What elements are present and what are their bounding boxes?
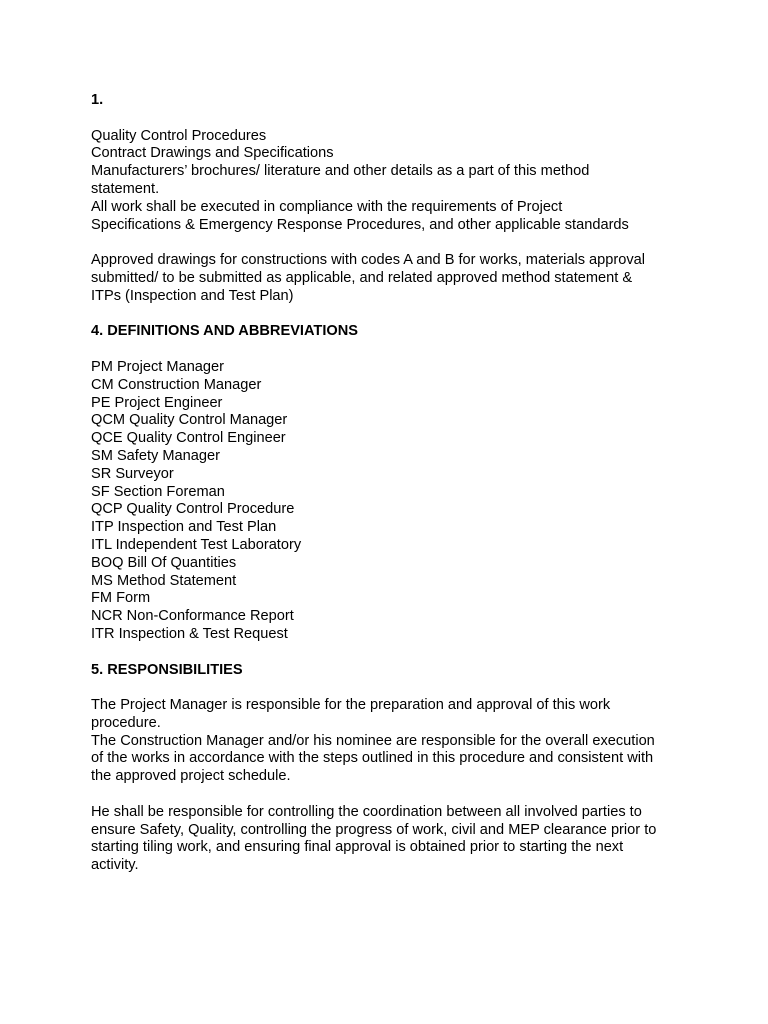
abbreviation-item: BOQ Bill Of Quantities (91, 554, 237, 571)
spacer (91, 644, 711, 662)
spacer (91, 679, 711, 697)
abbreviations-list (91, 359, 711, 644)
document-page (91, 92, 711, 875)
reference-item: Specifications & Emergency Response Procedures, and other applicable standards (91, 216, 629, 233)
section-4-heading: 4. DEFINITIONS AND ABBREVIATIONS (91, 323, 359, 340)
spacer (91, 306, 711, 324)
abbreviation-item: QCM Quality Control Manager (91, 412, 288, 429)
reference-item: Manufacturers’ brochures/ literature and other details as a part of this method (91, 163, 590, 180)
responsibilities-paragraph-1 (91, 697, 711, 786)
paragraph-line: Approved drawings for constructions with codes A and B for works, materials approval (91, 252, 646, 269)
spacer (91, 234, 711, 252)
abbreviation-item: NCR Non-Conformance Report (91, 608, 294, 625)
reference-item: All work shall be executed in compliance with the requirements of Project (91, 198, 563, 215)
paragraph-line: He shall be responsible for controlling the coordination between all involved parties to (91, 803, 642, 820)
paragraph-line: the approved project schedule. (91, 768, 291, 785)
paragraph-line: ITPs (Inspection and Test Plan) (91, 287, 294, 304)
abbreviation-item: QCP Quality Control Procedure (91, 501, 295, 518)
reference-item: Quality Control Procedures (91, 127, 267, 144)
approved-drawings-paragraph (91, 252, 711, 305)
paragraph-line: The Construction Manager and/or his nominee are responsible for the overall execution (91, 732, 655, 749)
spacer (91, 110, 711, 128)
spacer (91, 786, 711, 804)
abbreviation-item: ITR Inspection & Test Request (91, 625, 288, 642)
abbreviation-item: CM Construction Manager (91, 376, 262, 393)
abbreviation-item: SM Safety Manager (91, 447, 220, 464)
paragraph-line: submitted/ to be submitted as applicable, and related approved method statement & (91, 269, 633, 286)
abbreviation-item: PE Project Engineer (91, 394, 223, 411)
abbreviation-item: SF Section Foreman (91, 483, 225, 500)
reference-list (91, 128, 711, 235)
responsibilities-paragraph-2 (91, 804, 711, 875)
abbreviation-item: QCE Quality Control Engineer (91, 430, 286, 447)
reference-item: Contract Drawings and Specifications (91, 145, 334, 162)
paragraph-line: of the works in accordance with the steps outlined in this procedure and consistent with (91, 750, 654, 767)
paragraph-line: starting tiling work, and ensuring final approval is obtained prior to starting the next (91, 839, 624, 856)
abbreviation-item: MS Method Statement (91, 572, 237, 589)
abbreviation-item: FM Form (91, 590, 151, 607)
section-1-heading: 1. (91, 92, 104, 108)
paragraph-line: activity. (91, 857, 139, 874)
abbreviation-item: PM Project Manager (91, 358, 225, 375)
abbreviation-item: ITL Independent Test Laboratory (91, 536, 302, 553)
abbreviation-item: ITP Inspection and Test Plan (91, 519, 277, 536)
paragraph-line: The Project Manager is responsible for the preparation and approval of this work (91, 697, 611, 714)
paragraph-line: procedure. (91, 714, 161, 731)
section-5-heading: 5. RESPONSIBILITIES (91, 661, 243, 678)
paragraph-line: ensure Safety, Quality, controlling the progress of work, civil and MEP clearance prior to (91, 821, 657, 838)
abbreviation-item: SR Surveyor (91, 465, 174, 482)
reference-item: statement. (91, 180, 160, 197)
spacer (91, 341, 711, 359)
